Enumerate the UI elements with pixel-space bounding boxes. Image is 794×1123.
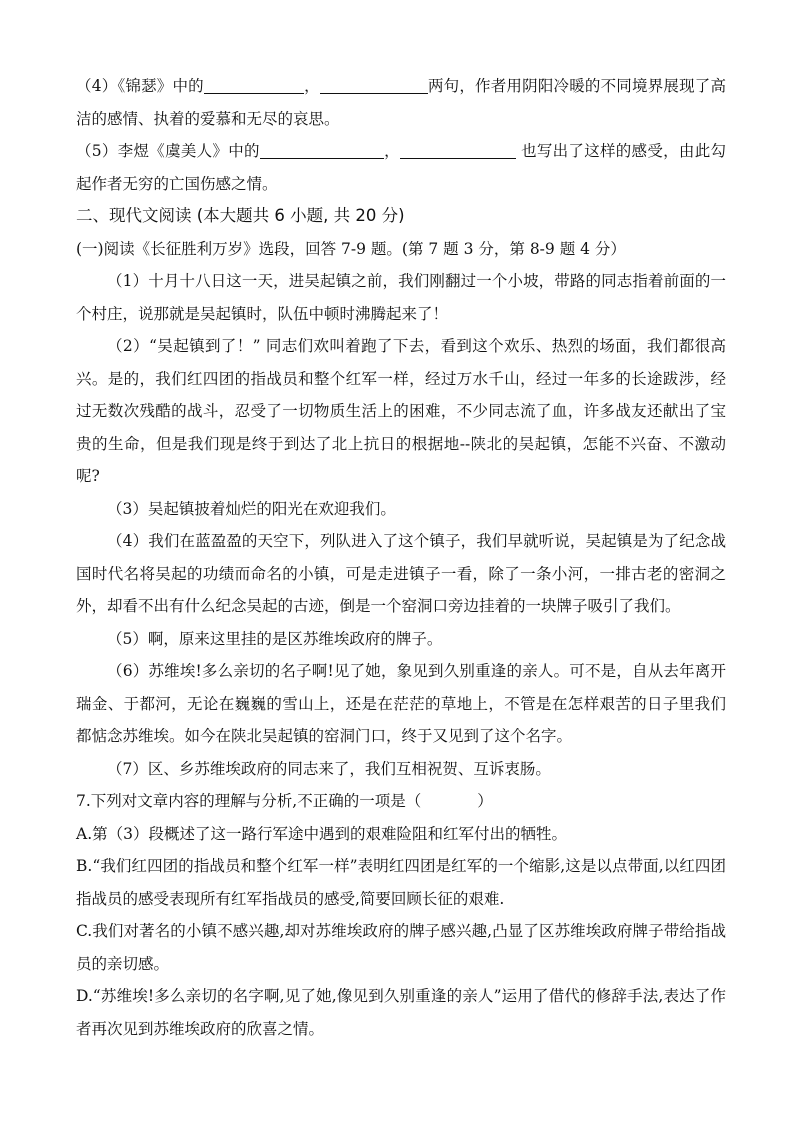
question-stem-prefix: 7.下列对文章内容的理解与分析,不正确的一项是（ xyxy=(76,792,422,810)
q5-suffix: 也写出了这样的感受，由此勾起作者无穷的亡国伤感之情。 xyxy=(76,142,726,193)
option-c: C.我们对著名的小镇不感兴趣,却对苏维埃政府的牌子感兴趣,凸显了区苏维埃政府牌子带给指战员的亲切感。 xyxy=(76,922,726,973)
q5-comma: ， xyxy=(383,142,400,160)
exam-page xyxy=(76,70,726,1045)
passage-paragraph: （4）我们在蓝盈盈的天空下，列队进入了这个镇子，我们早就听说，吴起镇是为了纪念战国时代名将吴起的功绩而命名的小镇，可是走进镇子一看，除了一条小河，一排古老的密洞之外，却看不出有什么纪念吴起的古迹，倒是一个窑洞口旁边挂着的一块牌子吸引了我们。 xyxy=(76,532,726,615)
option-a: A.第（3）段概述了这一路行军途中遇到的艰难险阻和红军付出的牺牲。 xyxy=(76,824,567,843)
fill-question-5 xyxy=(76,135,726,200)
reading-intro: (一)阅读《长征胜利万岁》选段，回答 7-9 题。(第 7 题 3 分，第 8-9 题 4 分） xyxy=(76,239,626,258)
q4-suffix: 两句，作者用阴阳冷暖的不同境界展现了高洁的感情、执着的爱慕和无尽的哀思。 xyxy=(76,77,726,128)
fill-question-4 xyxy=(76,70,726,135)
option-d: D.“苏维埃!多么亲切的名字啊,见了她,像见到久别重逢的亲人”运用了借代的修辞手法,表达了作者再次见到苏维埃政府的欣喜之情。 xyxy=(76,987,726,1038)
passage-paragraph: （2）“吴起镇到了！” 同志们欢叫着跑了下去，看到这个欢乐、热烈的场面，我们都很高兴。是的，我们红四团的指战员和整个红军一样，经过万水千山，经过一年多的长途跋涉，经过无数次残酷的战斗，忍受了一切物质生活上的困难，不少同志流了血，许多战友还献出了宝贵的生命，但是我们现是终于到达了北上抗日的根据地--陕北的吴起镇，怎能不兴奋、不激动呢? xyxy=(76,337,726,485)
q4-prefix: （4）《锦瑟》中的 xyxy=(76,77,204,95)
question-stem-suffix: ） xyxy=(477,792,493,810)
passage-paragraph: （3）吴起镇披着灿烂的阳光在欢迎我们。 xyxy=(107,499,396,518)
answer-blank xyxy=(320,77,428,94)
question-7-stem xyxy=(76,785,726,818)
answer-blank xyxy=(260,142,384,159)
q4-comma: ， xyxy=(303,77,320,95)
answer-blank xyxy=(400,142,516,159)
q5-prefix: （5）李煜《虞美人》中的 xyxy=(76,142,260,160)
passage-paragraph: （7）区、乡苏维埃政府的同志来了，我们互相祝贺、互诉衷肠。 xyxy=(107,759,551,778)
passage-paragraph: （5）啊，原来这里挂的是区苏维埃政府的牌子。 xyxy=(107,629,443,648)
passage-paragraph: （1）十月十八日这一天，进吴起镇之前，我们刚翻过一个小坡，带路的同志指着前面的一个村庄，说那就是吴起镇时，队伍中顿时沸腾起来了！ xyxy=(76,272,726,323)
passage-paragraph: （6）苏维埃!多么亲切的名子啊!见了她，象见到久别重逢的亲人。可不是，自从去年离开瑞金、于都河，无论在巍巍的雪山上，还是在茫茫的草地上，不管是在怎样艰苦的日子里我们都惦念苏维埃。如今在陕北吴起镇的窑洞门口，终于又见到了这个名字。 xyxy=(76,662,726,745)
answer-blank xyxy=(204,77,304,94)
section-heading: 二、现代文阅读 (本大题共 6 小题, 共 20 分) xyxy=(76,206,405,225)
option-b: B.“我们红四团的指战员和整个红军一样”表明红四团是红军的一个缩影,这是以点带面,以红四团指战员的感受表现所有红军指战员的感受,简要回顾长征的艰难. xyxy=(76,857,726,908)
